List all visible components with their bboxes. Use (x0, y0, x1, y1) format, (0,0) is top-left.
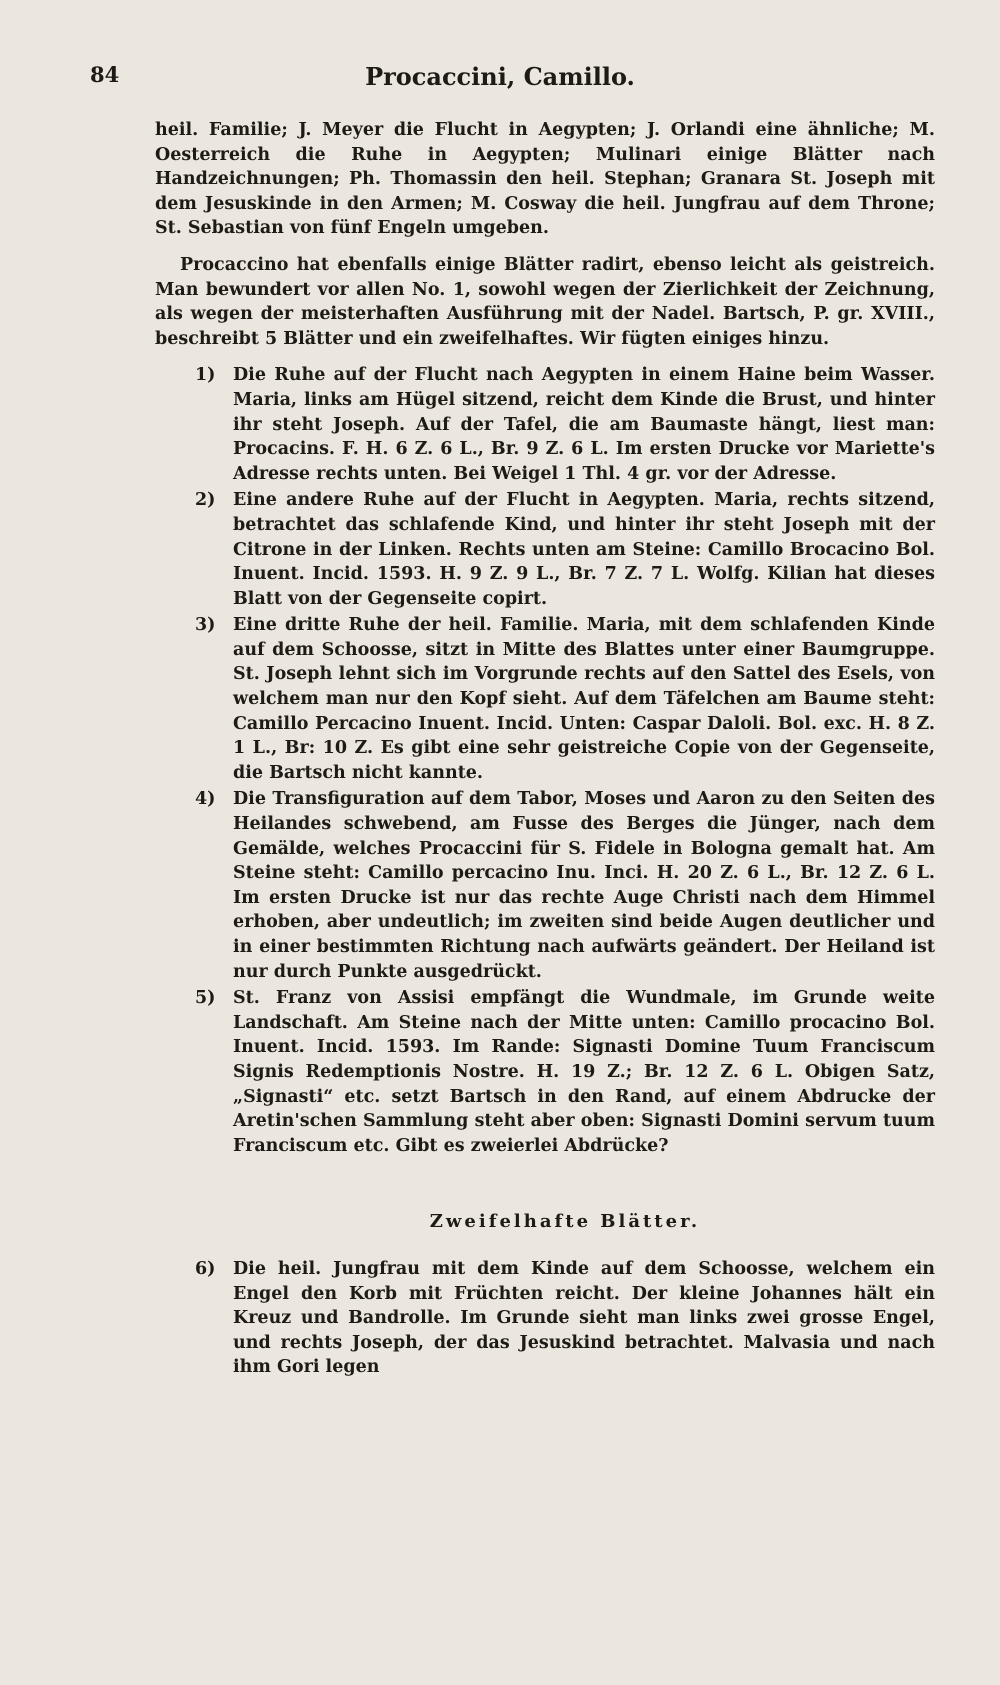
entry-text: St. Franz von Assisi empfängt die Wundmale, im Grunde weite Landschaft. Am Steine nach der Mitte unten: Camillo procacino Bol. Inuent. Incid. 1593. Im Rande: Signasti Domine Tuum Franciscum Signis Redemptionis Nostre. H. 19 Z.; Br. 12 Z. 6 L. Obigen Satz, „Signasti“ etc. setzt Bartsch in den Rand, auf einem Abdrucke der Aretin'schen Sammlung steht aber oben: Signasti Domini servum tuum Franciscum etc. Gibt es zweierlei Abdrücke? (233, 988, 935, 1156)
catalogue-entry (155, 1257, 935, 1380)
entry-number: 3) (195, 615, 216, 636)
catalogue-entry (155, 613, 935, 785)
paragraph-etchings-intro: Procaccino hat ebenfalls einige Blätter radirt, ebenso leicht als geistreich. Man bewundert vor allen No. 1, sowohl wegen der Zierlichkeit der Zeichnung, als wegen der meisterhaften Ausführung mit der Nadel. Bartsch, P. gr. XVIII., beschreibt 5 Blätter und ein zweifelhaftes. Wir fügten einiges hinzu. (155, 254, 935, 349)
page-number: 84 (90, 62, 120, 87)
entry-number: 5) (195, 988, 216, 1009)
page-header (90, 62, 910, 96)
catalogue-list (155, 363, 935, 1158)
catalogue-entry (155, 787, 935, 984)
section-heading-doubtful: Zweifelhafte Blätter. (429, 1211, 701, 1233)
entry-number: 1) (195, 365, 216, 386)
paragraph-engravers: heil. Familie; J. Meyer die Flucht in Aegypten; J. Orlandi eine ähnliche; M. Oesterreich die Ruhe in Aegypten; Mulinari einige Blätter nach Handzeichnungen; Ph. Thomassin den heil. Stephan; Granara St. Joseph mit dem Jesuskinde in den Armen; M. Cosway die heil. Jungfrau auf dem Throne; St. Sebastian von fünf Engeln umgeben. (155, 120, 935, 239)
entry-text: Die Transfiguration auf dem Tabor, Moses und Aaron zu den Seiten des Heilandes schwebend, am Fusse des Berges die Jünger, nach dem Gemälde, welches Procaccini für S. Fidele in Bologna gemalt hat. Am Steine steht: Camillo percacino Inu. Inci. H. 20 Z. 6 L., Br. 12 Z. 6 L. Im ersten Drucke ist nur das rechte Auge Christi nach dem Himmel erhoben, aber undeutlich; im zweiten sind beide Augen deutlicher und in einer bestimmten Richtung nach aufwärts geändert. Der Heiland ist nur durch Punkte ausgedrückt. (233, 789, 935, 982)
catalogue-entry (155, 488, 935, 611)
running-title: Procaccini, Camillo. (365, 62, 635, 91)
entry-number: 2) (195, 490, 216, 511)
catalogue-entry (155, 986, 935, 1158)
entry-number: 6) (195, 1258, 216, 1279)
entry-number: 4) (195, 789, 216, 810)
entry-text: Die Ruhe auf der Flucht nach Aegypten in einem Haine beim Wasser. Maria, links am Hügel sitzend, reicht dem Kinde die Brust, und hinter ihr steht Joseph. Auf der Tafel, die am Baumaste hängt, liest man: Procacins. F. H. 6 Z. 6 L., Br. 9 Z. 6 L. Im ersten Drucke vor Mariette's Adresse rechts unten. Bei Weigel 1 Thl. 4 gr. vor der Adresse. (233, 365, 935, 484)
doubtful-list (155, 1257, 935, 1380)
entry-text: Die heil. Jungfrau mit dem Kinde auf dem Schoosse, welchem ein Engel den Korb mit Früchten reicht. Der kleine Johannes hält ein Kreuz und Bandrolle. Im Grunde sieht man links zwei grosse Engel, und rechts Joseph, der das Jesuskind betrachtet. Malvasia und nach ihm Gori legen (233, 1258, 935, 1378)
entry-text: Eine andere Ruhe auf der Flucht in Aegypten. Maria, rechts sitzend, betrachtet das schlafende Kind, und hinter ihr steht Joseph mit der Citrone in der Linken. Rechts unten am Steine: Camillo Brocacino Bol. Inuent. Incid. 1593. H. 9 Z. 9 L., Br. 7 Z. 7 L. Wolfg. Kilian hat dieses Blatt von der Gegenseite copirt. (233, 490, 935, 609)
entry-text: Eine dritte Ruhe der heil. Familie. Maria, mit dem schlafenden Kinde auf dem Schoosse, sitzt in Mitte des Blattes unter einer Baumgruppe. St. Joseph lehnt sich im Vorgrunde rechts auf den Sattel des Esels, von welchem man nur den Kopf sieht. Auf dem Täfelchen am Baume steht: Camillo Percacino Inuent. Incid. Unten: Caspar Daloli. Bol. exc. H. 8 Z. 1 L., Br: 10 Z. Es gibt eine sehr geistreiche Copie von der Gegenseite, die Bartsch nicht kannte. (233, 615, 935, 783)
catalogue-entry (155, 363, 935, 486)
page-body (155, 118, 935, 1382)
